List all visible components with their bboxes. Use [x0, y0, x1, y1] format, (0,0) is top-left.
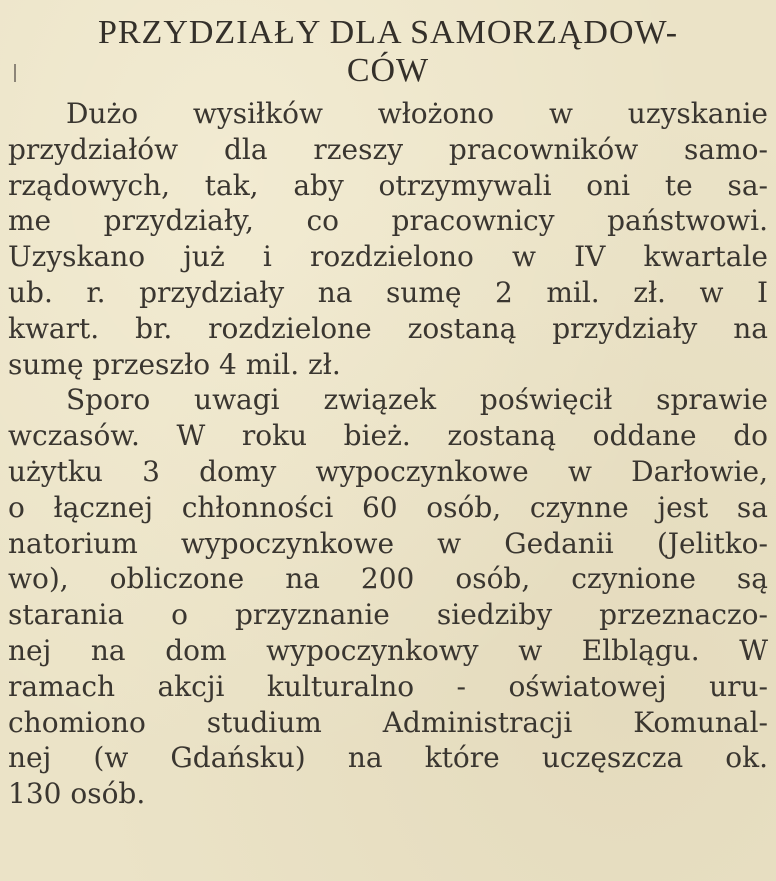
body-line: kwart. br. rozdzielone zostaną przydziały na	[8, 311, 768, 345]
article-body	[8, 96, 768, 812]
article	[8, 14, 768, 812]
body-line: ub. r. przydziały na sumę 2 mil. zł. w I	[8, 275, 768, 309]
body-line: Uzyskano już i rozdzielono w IV kwartale	[8, 240, 768, 274]
body-line: chomiono studium Administracji Komunal-	[8, 705, 768, 739]
body-line: użytku 3 domy wypoczynkowe w Darłowie,	[8, 454, 768, 488]
body-line: rządowych, tak, aby otrzymywali oni te sa-	[8, 168, 768, 202]
body-line: 130 osób.	[8, 777, 146, 811]
body-line: nej na dom wypoczynkowy w Elblągu. W	[8, 633, 768, 667]
headline-line-1: PRZYDZIAŁY DLA SAMORZĄDOW-	[97, 14, 679, 51]
body-line: natorium wypoczynkowe w Gedanii (Jelitko-	[8, 526, 768, 560]
body-line: wo), obliczone na 200 osób, czynione są	[8, 562, 768, 596]
body-line: me przydziały, co pracownicy państwowi.	[8, 204, 768, 238]
body-line: o łącznej chłonności 60 osób, czynne jest sa	[8, 490, 768, 524]
body-line: przydziałów dla rzeszy pracowników samo-	[8, 132, 768, 166]
headline-line-2: CÓW	[346, 52, 430, 89]
body-line: Dużo wysiłków włożono w uzyskanie	[66, 97, 768, 130]
article-headline	[8, 14, 768, 90]
body-line: sumę przeszło 4 mil. zł.	[8, 347, 341, 381]
body-line: nej (w Gdańsku) na które uczęszcza ok.	[8, 741, 768, 775]
body-line: wczasów. W roku bież. zostaną oddane do	[8, 419, 768, 453]
body-line: Sporo uwagi związek poświęcił sprawie	[66, 383, 768, 417]
body-line: ramach akcji kulturalno - oświatowej uru-	[8, 669, 768, 703]
body-line: starania o przyznanie siedziby przeznaczo-	[8, 598, 768, 632]
